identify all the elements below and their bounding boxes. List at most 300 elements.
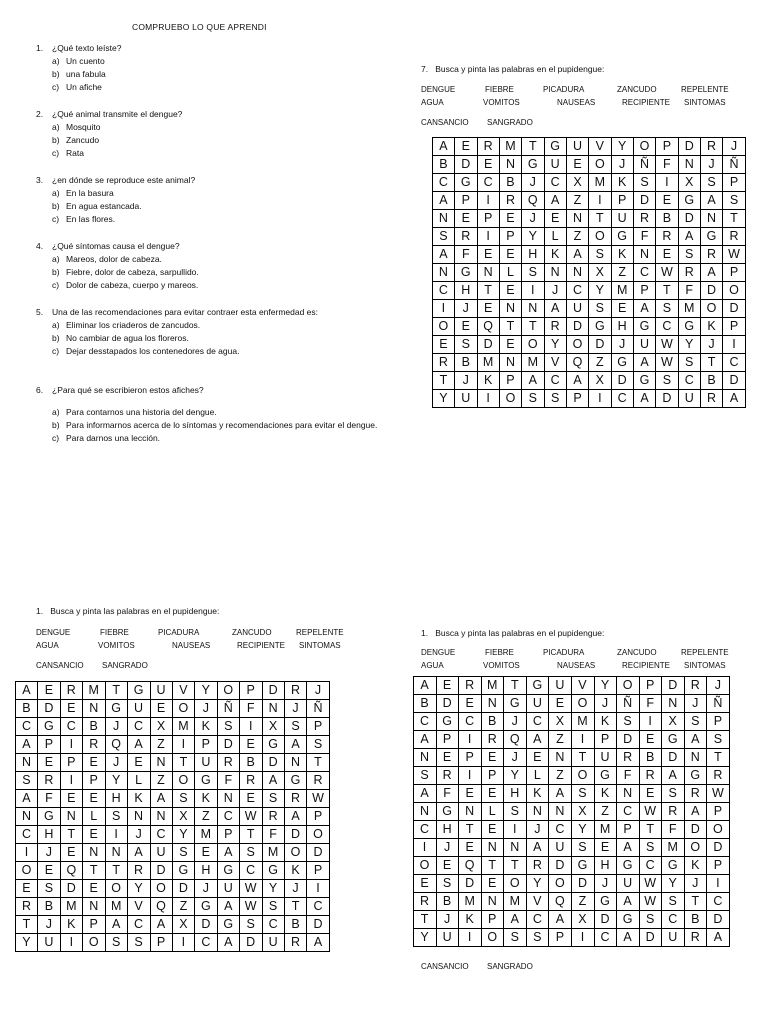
grid-cell: N [60, 808, 82, 826]
grid-cell: S [639, 911, 662, 929]
grid-cell: N [567, 210, 589, 228]
grid-cell: Y [105, 772, 127, 790]
grid-cell: S [617, 713, 640, 731]
word-zancudo: ZANCUDO [617, 648, 657, 657]
grid-cell: G [634, 372, 656, 390]
grid-cell: N [83, 898, 105, 916]
grid-row [414, 911, 730, 929]
grid-cell: Q [522, 192, 544, 210]
grid-cell: N [567, 264, 589, 282]
grid-cell: D [60, 880, 82, 898]
grid-cell: P [481, 911, 504, 929]
grid-cell: S [656, 300, 678, 318]
grid-cell: T [307, 754, 330, 772]
grid-cell: D [150, 862, 172, 880]
grid-cell: F [678, 282, 700, 300]
grid-cell: K [60, 916, 82, 934]
wordsearch-top-label: Busca y pinta las palabras en el pupidengue: [435, 64, 605, 74]
grid-cell: I [459, 731, 482, 749]
grid-cell: T [504, 677, 527, 695]
grid-cell: S [589, 300, 611, 318]
grid-cell: S [262, 790, 284, 808]
grid-cell: D [195, 916, 217, 934]
grid-cell: A [544, 192, 566, 210]
grid-cell: O [105, 880, 127, 898]
option-text: Dejar desstapados los contenedores de agua. [66, 346, 240, 356]
grid-cell: C [195, 934, 217, 952]
grid-row [16, 700, 330, 718]
grid-cell: P [617, 821, 640, 839]
grid-cell: S [571, 785, 594, 803]
grid-cell: Y [611, 138, 633, 156]
grid-cell: A [285, 736, 307, 754]
grid-cell: R [656, 228, 678, 246]
grid-row [414, 785, 730, 803]
grid-cell: Ñ [634, 156, 656, 174]
grid-cell: P [307, 808, 330, 826]
grid-cell: P [594, 731, 617, 749]
grid-cell: O [571, 695, 594, 713]
grid-cell: S [662, 785, 685, 803]
grid-cell: P [707, 803, 730, 821]
grid-cell: W [240, 880, 262, 898]
grid-cell: B [481, 713, 504, 731]
grid-row [414, 713, 730, 731]
grid-cell: J [701, 156, 723, 174]
grid-cell: B [240, 754, 262, 772]
grid-cell: D [617, 731, 640, 749]
word-fiebre: FIEBRE [485, 85, 514, 94]
grid-row [16, 772, 330, 790]
grid-cell: Y [571, 821, 594, 839]
grid-cell: J [436, 911, 459, 929]
grid-cell: E [60, 790, 82, 808]
grid-cell: P [723, 174, 746, 192]
grid-cell: O [723, 282, 746, 300]
grid-cell: X [262, 718, 284, 736]
grid-cell: E [414, 875, 437, 893]
word-repelente: REPELENTE [296, 628, 344, 637]
option-text: Fiebre, dolor de cabeza, sarpullido. [66, 267, 199, 277]
grid-cell: D [707, 911, 730, 929]
grid-cell: Z [611, 264, 633, 282]
grid-cell: X [589, 264, 611, 282]
question-number: 2. [36, 109, 44, 119]
grid-cell: W [639, 803, 662, 821]
grid-cell: S [433, 228, 455, 246]
grid-cell: N [522, 300, 544, 318]
option-text: En la basura [66, 188, 114, 198]
grid-cell: U [678, 390, 700, 408]
grid-cell: P [723, 264, 746, 282]
grid-cell: J [105, 718, 127, 736]
word-sintomas: SINTOMAS [684, 661, 726, 670]
grid-cell: R [83, 736, 105, 754]
grid-cell: C [217, 808, 239, 826]
grid-cell: W [656, 336, 678, 354]
answer-option [52, 134, 381, 147]
grid-cell: G [617, 857, 640, 875]
grid-row [433, 174, 746, 192]
grid-cell: N [662, 695, 685, 713]
grid-cell: R [544, 318, 566, 336]
grid-cell: P [500, 372, 522, 390]
grid-cell: G [571, 857, 594, 875]
grid-cell: R [701, 138, 723, 156]
grid-cell: E [459, 785, 482, 803]
grid-cell: H [38, 826, 60, 844]
grid-cell: I [639, 713, 662, 731]
grid-cell: H [611, 318, 633, 336]
grid-cell: A [414, 785, 437, 803]
grid-cell: G [662, 857, 685, 875]
grid-cell: J [195, 880, 217, 898]
grid-cell: A [567, 372, 589, 390]
grid-cell: U [128, 700, 150, 718]
grid-cell: O [414, 857, 437, 875]
grid-cell: C [549, 821, 572, 839]
grid-cell: I [172, 736, 194, 754]
grid-cell: L [481, 803, 504, 821]
question-text: ¿Qué animal transmite el dengue? [52, 109, 183, 119]
grid-cell: U [567, 138, 589, 156]
grid-cell: S [522, 390, 544, 408]
grid-cell: N [16, 808, 38, 826]
grid-cell: D [436, 695, 459, 713]
grid-cell: P [240, 682, 262, 700]
grid-cell: N [526, 803, 549, 821]
grid-cell: N [701, 210, 723, 228]
grid-cell: J [38, 916, 60, 934]
option-text: Para contarnos una historia del dengue. [66, 407, 217, 417]
grid-cell: N [500, 300, 522, 318]
grid-cell: O [617, 677, 640, 695]
grid-cell: C [240, 862, 262, 880]
grid-row [433, 156, 746, 174]
grid-cell: A [617, 929, 640, 947]
grid-cell: Y [195, 682, 217, 700]
grid-cell: N [433, 210, 455, 228]
grid-cell: C [433, 174, 455, 192]
grid-cell: C [656, 318, 678, 336]
grid-cell: E [477, 246, 499, 264]
grid-cell: E [477, 300, 499, 318]
word-sangrado: SANGRADO [102, 661, 148, 670]
grid-cell: B [701, 372, 723, 390]
question-text: ¿Para qué se escribieron estos afiches? [52, 385, 204, 395]
grid-cell: D [656, 390, 678, 408]
grid-row [16, 736, 330, 754]
grid-cell: N [634, 246, 656, 264]
grid-cell: M [172, 718, 194, 736]
grid-cell: S [240, 916, 262, 934]
grid-cell: O [589, 228, 611, 246]
grid-row [414, 929, 730, 947]
grid-cell: T [477, 282, 499, 300]
grid-cell: K [459, 911, 482, 929]
grid-cell: G [701, 228, 723, 246]
grid-cell: D [701, 282, 723, 300]
grid-cell: Z [172, 898, 194, 916]
grid-cell: E [240, 790, 262, 808]
grid-cell: P [195, 736, 217, 754]
grid-cell: B [38, 898, 60, 916]
grid-cell: O [150, 880, 172, 898]
word-nauseas: NAUSEAS [557, 661, 596, 670]
grid-cell: Q [477, 318, 499, 336]
grid-row [414, 839, 730, 857]
grid-cell: A [723, 390, 746, 408]
grid-cell: N [481, 695, 504, 713]
word-cansancio: CANSANCIO [421, 118, 469, 127]
grid-cell: T [684, 893, 707, 911]
grid-row [16, 862, 330, 880]
grid-cell: E [240, 736, 262, 754]
grid-cell: G [662, 731, 685, 749]
option-letter: a) [52, 254, 60, 264]
grid-cell: W [656, 264, 678, 282]
grid-cell: R [477, 138, 499, 156]
grid-cell: C [634, 264, 656, 282]
grid-cell: E [455, 318, 477, 336]
grid-cell: U [549, 677, 572, 695]
option-text: Para informarnos acerca de lo síntomas y recomendaciones para evitar el dengue. [66, 420, 378, 430]
grid-cell: Ñ [307, 700, 330, 718]
grid-cell: X [678, 174, 700, 192]
grid-cell: A [662, 767, 685, 785]
grid-cell: I [656, 174, 678, 192]
grid-cell: U [544, 156, 566, 174]
grid-cell: D [285, 826, 307, 844]
answer-option [52, 419, 381, 432]
grid-cell: A [217, 844, 239, 862]
grid-cell: D [723, 300, 746, 318]
grid-cell: O [701, 300, 723, 318]
grid-cell: I [16, 844, 38, 862]
grid-cell: U [150, 682, 172, 700]
grid-cell: Q [549, 893, 572, 911]
grid-cell: R [500, 192, 522, 210]
grid-cell: O [684, 839, 707, 857]
grid-cell: D [611, 372, 633, 390]
grid-cell: P [459, 749, 482, 767]
grid-cell: Z [549, 731, 572, 749]
page-title: COMPRUEBO LO QUE APRENDI [132, 22, 267, 32]
grid-cell: N [549, 803, 572, 821]
grid-cell: R [707, 767, 730, 785]
grid-cell: S [678, 246, 700, 264]
word-sintomas: SINTOMAS [299, 641, 341, 650]
grid-cell: A [128, 844, 150, 862]
word-dengue: DENGUE [36, 628, 71, 637]
grid-cell: G [285, 772, 307, 790]
grid-cell: P [83, 772, 105, 790]
option-letter: a) [52, 407, 60, 417]
grid-cell: I [522, 282, 544, 300]
grid-cell: E [83, 754, 105, 772]
grid-cell: T [414, 911, 437, 929]
grid-cell: Q [150, 898, 172, 916]
grid-cell: E [436, 749, 459, 767]
grid-cell: B [433, 156, 455, 174]
grid-cell: G [217, 862, 239, 880]
grid-cell: T [172, 754, 194, 772]
grid-cell: W [656, 354, 678, 372]
grid-cell: P [481, 767, 504, 785]
grid-cell: Y [172, 826, 194, 844]
grid-cell: T [459, 821, 482, 839]
grid-cell: B [684, 911, 707, 929]
grid-cell: E [38, 862, 60, 880]
option-letter: b) [52, 69, 60, 79]
grid-row [414, 821, 730, 839]
grid-cell: E [500, 210, 522, 228]
grid-cell: O [634, 138, 656, 156]
grid-cell: D [589, 336, 611, 354]
grid-cell: B [83, 718, 105, 736]
grid-cell: E [455, 210, 477, 228]
grid-cell: O [307, 826, 330, 844]
wordsearch-bl-label: Busca y pinta las palabras en el pupidengue: [50, 606, 220, 616]
grid-cell: Y [504, 767, 527, 785]
grid-cell: X [589, 372, 611, 390]
grid-cell: U [662, 929, 685, 947]
grid-cell: S [105, 808, 127, 826]
grid-cell: F [455, 246, 477, 264]
word-recipiente: RECIPIENTE [622, 661, 671, 670]
question-text: ¿Qué síntomas causa el dengue? [52, 241, 180, 251]
grid-cell: D [262, 682, 284, 700]
word-fiebre: FIEBRE [485, 648, 514, 657]
question-text: Una de las recomendaciones para evitar contraer esta enfermedad es: [52, 307, 319, 317]
grid-cell: N [414, 803, 437, 821]
grid-cell: S [723, 192, 746, 210]
grid-cell: I [477, 390, 499, 408]
grid-cell: T [701, 354, 723, 372]
grid-cell: E [455, 138, 477, 156]
grid-cell: A [105, 916, 127, 934]
grid-cell: A [684, 803, 707, 821]
grid-cell: U [217, 880, 239, 898]
grid-cell: I [60, 772, 82, 790]
grid-cell: S [522, 264, 544, 282]
grid-cell: R [684, 785, 707, 803]
grid-cell: Q [105, 736, 127, 754]
grid-cell: S [455, 336, 477, 354]
grid-cell: A [522, 372, 544, 390]
grid-cell: P [307, 862, 330, 880]
grid-cell: A [634, 354, 656, 372]
answer-option [52, 121, 381, 134]
grid-cell: M [571, 713, 594, 731]
grid-cell: J [723, 138, 746, 156]
grid-row [16, 808, 330, 826]
grid-cell: P [60, 754, 82, 772]
grid-cell: X [567, 174, 589, 192]
option-text: No cambiar de agua los floreros. [66, 333, 189, 343]
grid-cell: D [678, 138, 700, 156]
grid-cell: Y [594, 677, 617, 695]
grid-cell: J [105, 754, 127, 772]
grid-cell: J [684, 875, 707, 893]
grid-cell: R [459, 677, 482, 695]
grid-cell: P [83, 916, 105, 934]
grid-cell: M [662, 839, 685, 857]
grid-cell: E [611, 300, 633, 318]
grid-cell: P [656, 138, 678, 156]
grid-cell: C [414, 713, 437, 731]
grid-cell: D [639, 929, 662, 947]
grid-cell: O [285, 844, 307, 862]
grid-cell: I [571, 929, 594, 947]
grid-cell: N [481, 839, 504, 857]
grid-cell: X [172, 808, 194, 826]
grid-cell: S [526, 929, 549, 947]
grid-cell: E [60, 700, 82, 718]
grid-cell: I [477, 192, 499, 210]
grid-cell: M [481, 677, 504, 695]
grid-cell: T [105, 682, 127, 700]
option-text: Rata [66, 148, 84, 158]
grid-cell: J [522, 174, 544, 192]
grid-cell: Y [589, 282, 611, 300]
grid-cell: S [105, 934, 127, 952]
grid-cell: P [567, 390, 589, 408]
question-number: 3. [36, 175, 44, 185]
grid-cell: Ñ [217, 700, 239, 718]
grid-cell: P [307, 718, 330, 736]
grid-cell: E [481, 875, 504, 893]
grid-cell: K [544, 246, 566, 264]
grid-cell: R [723, 228, 746, 246]
grid-cell: J [611, 336, 633, 354]
grid-cell: E [436, 857, 459, 875]
grid-cell: G [678, 318, 700, 336]
grid-row [433, 228, 746, 246]
question-text: ¿Qué texto leíste? [52, 43, 122, 53]
grid-cell: Z [195, 808, 217, 826]
grid-cell: Q [60, 862, 82, 880]
grid-cell: D [662, 677, 685, 695]
grid-row [16, 826, 330, 844]
grid-cell: S [414, 767, 437, 785]
grid-cell: K [594, 713, 617, 731]
grid-cell: Y [522, 228, 544, 246]
word-zancudo: ZANCUDO [617, 85, 657, 94]
grid-cell: D [455, 156, 477, 174]
grid-cell: E [436, 677, 459, 695]
grid-cell: J [436, 839, 459, 857]
grid-cell: E [639, 785, 662, 803]
grid-cell: F [240, 700, 262, 718]
grid-cell: N [500, 156, 522, 174]
grid-cell: G [611, 228, 633, 246]
grid-row [433, 372, 746, 390]
grid-cell: P [723, 318, 746, 336]
grid-cell: J [455, 300, 477, 318]
grid-cell: D [38, 700, 60, 718]
option-text: Mareos, dolor de cabeza. [66, 254, 162, 264]
grid-cell: S [16, 772, 38, 790]
grid-cell: G [172, 862, 194, 880]
grid-cell: Y [544, 336, 566, 354]
grid-row [16, 934, 330, 952]
grid-cell: K [285, 862, 307, 880]
grid-cell: E [481, 821, 504, 839]
grid-cell: E [656, 192, 678, 210]
grid-cell: E [83, 790, 105, 808]
grid-cell: A [684, 731, 707, 749]
